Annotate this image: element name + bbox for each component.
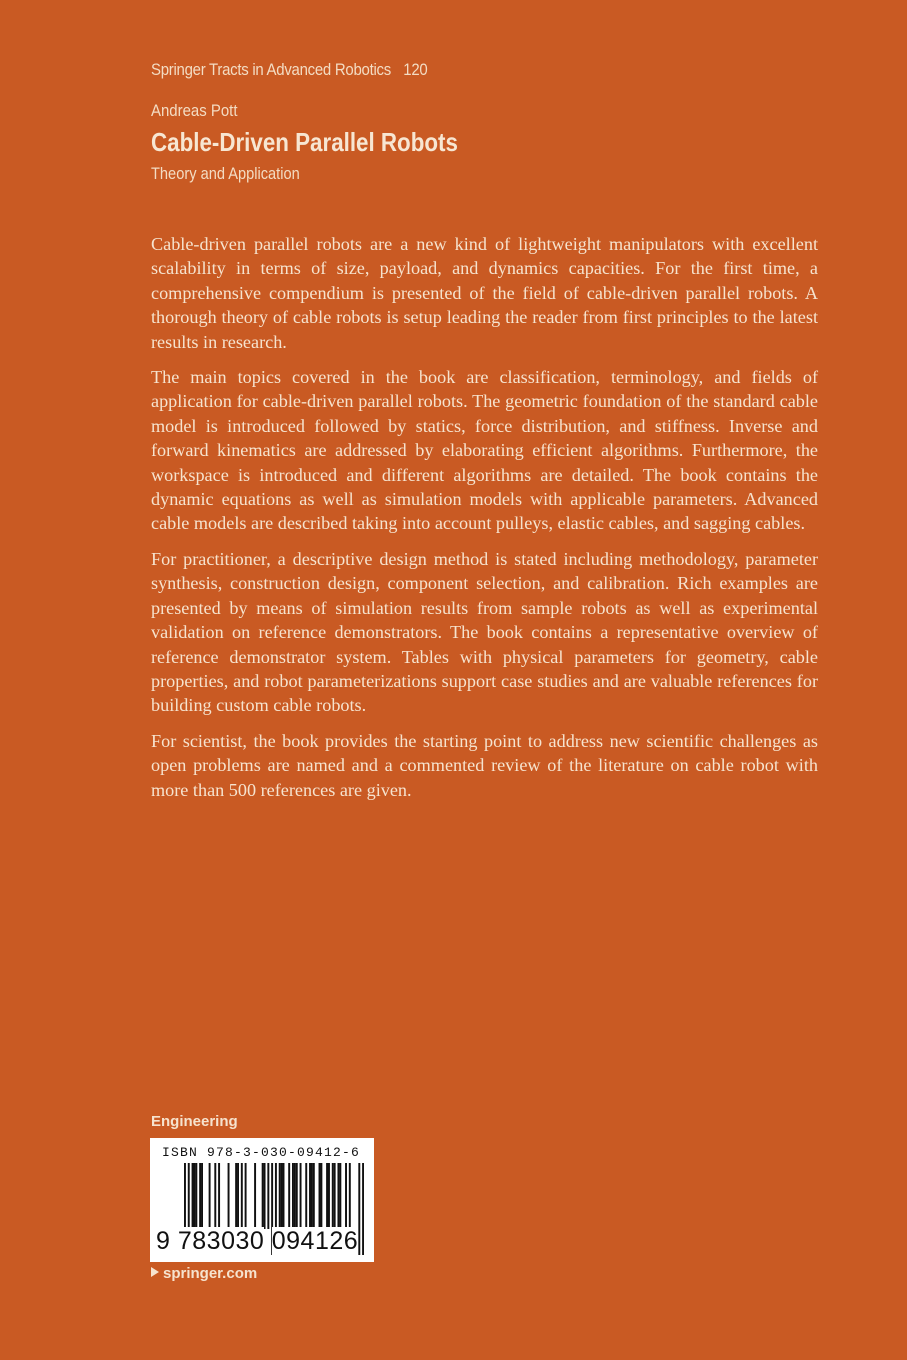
barcode-bar xyxy=(349,1163,351,1229)
barcode-bar xyxy=(193,1163,195,1229)
barcode-bar xyxy=(237,1163,239,1229)
barcode-bar xyxy=(281,1163,283,1229)
series-volume: 120 xyxy=(403,60,428,79)
barcode-bar xyxy=(245,1163,247,1229)
barcode-bar xyxy=(192,1163,194,1229)
blurb-paragraph: The main topics covered in the book are classification, terminology, and fields of application for cable-driven parallel robots. The geometric foundation of the standard cable model is introduced followed by statics, force distribution, and stiffness. Inverse and forward kinematics are addressed by elaborating efficient algorithms. Furthermore, the workspace is introduced and different algorithms are detailed. The book contains the dynamic equations as well as simulation models with applicable parameters. Advanced cable models are described taking into account pulleys, elastic cables, and sagging cables. xyxy=(151,367,818,534)
series-name: Springer Tracts in Advanced Robotics xyxy=(151,60,391,79)
barcode-bar xyxy=(199,1163,201,1229)
barcode-bar xyxy=(235,1163,237,1229)
barcode-bar xyxy=(262,1163,264,1229)
barcode-bar xyxy=(358,1163,360,1255)
publisher-website[interactable] xyxy=(151,1265,257,1282)
barcode-bar xyxy=(254,1163,256,1229)
barcode-bar xyxy=(214,1163,216,1229)
barcode-bar xyxy=(328,1163,330,1229)
barcode-bar xyxy=(218,1163,220,1229)
author-name: Andreas Pott xyxy=(151,101,238,120)
blurb-paragraph: For scientist, the book provides the starting point to address new scientific challenges as open problems are named and a commented review of the literature on cable robot with more than 500 references are given. xyxy=(151,730,818,800)
isbn-label: ISBN 978-3-030-09412-6 xyxy=(162,1145,361,1160)
ean-first-digit: 9 xyxy=(156,1227,171,1255)
barcode-bar xyxy=(294,1163,296,1229)
barcode-bar xyxy=(334,1163,336,1229)
barcode-bar xyxy=(288,1163,290,1229)
barcode-bar xyxy=(309,1163,311,1229)
barcode-bar xyxy=(319,1163,321,1229)
blurb-paragraph: For practitioner, a descriptive design method is stated including methodology, parameter synthesis, construction design, component selection, and calibration. Rich examples are presented by means of simulation results from sample robots as well as experimental validation on reference demonstrators. The book contains a representative overview of reference demonstrator system. Tables with physical parameters for geometry, cable properties, and robot parameterizations support case studies and are valuable references for building custom cable robots. xyxy=(151,548,818,716)
barcode-bar xyxy=(300,1163,302,1229)
barcode-bar xyxy=(264,1163,266,1229)
website-label: springer.com xyxy=(163,1265,258,1282)
barcode-bar xyxy=(292,1163,294,1229)
barcode-bar xyxy=(305,1163,307,1229)
barcode-bar xyxy=(339,1163,341,1229)
barcode-bar xyxy=(267,1163,269,1229)
barcode-bar xyxy=(337,1163,339,1229)
book-title: Cable-Driven Parallel Robots xyxy=(151,127,458,157)
barcode-bar xyxy=(209,1163,211,1229)
subject-category: Engineering xyxy=(151,1113,238,1130)
series-line xyxy=(151,60,427,80)
barcode-bar xyxy=(279,1163,281,1229)
barcode-bar xyxy=(228,1163,230,1229)
barcode-bar xyxy=(283,1163,285,1229)
blurb xyxy=(151,232,818,813)
barcode-bar xyxy=(332,1163,334,1229)
barcode-bar xyxy=(320,1163,322,1229)
ean-right-group: 094126 xyxy=(271,1227,359,1255)
barcode-bar xyxy=(345,1163,347,1229)
barcode-bar xyxy=(241,1163,243,1229)
barcode-bar xyxy=(362,1163,364,1255)
ean-left-group: 783030 xyxy=(177,1227,265,1255)
barcode-bar xyxy=(326,1163,328,1229)
book-subtitle: Theory and Application xyxy=(151,164,300,183)
barcode-bar xyxy=(311,1163,313,1229)
ean-digits xyxy=(156,1227,358,1256)
play-arrow-icon xyxy=(151,1267,159,1277)
blurb-paragraph: Cable-driven parallel robots are a new kind of lightweight manipulators with excellent scalability in terms of size, payload, and dynamics capacities. For the first time, a comprehensive compendium is presented of the field of cable-driven parallel robots. A thorough theory of cable robots is setup leading the reader from first principles to the latest results in research. xyxy=(151,234,818,352)
isbn-barcode xyxy=(150,1138,374,1262)
barcode-bar xyxy=(296,1163,298,1229)
barcode-bar xyxy=(195,1163,197,1229)
barcode-bar xyxy=(201,1163,203,1229)
barcode-bar xyxy=(313,1163,315,1229)
